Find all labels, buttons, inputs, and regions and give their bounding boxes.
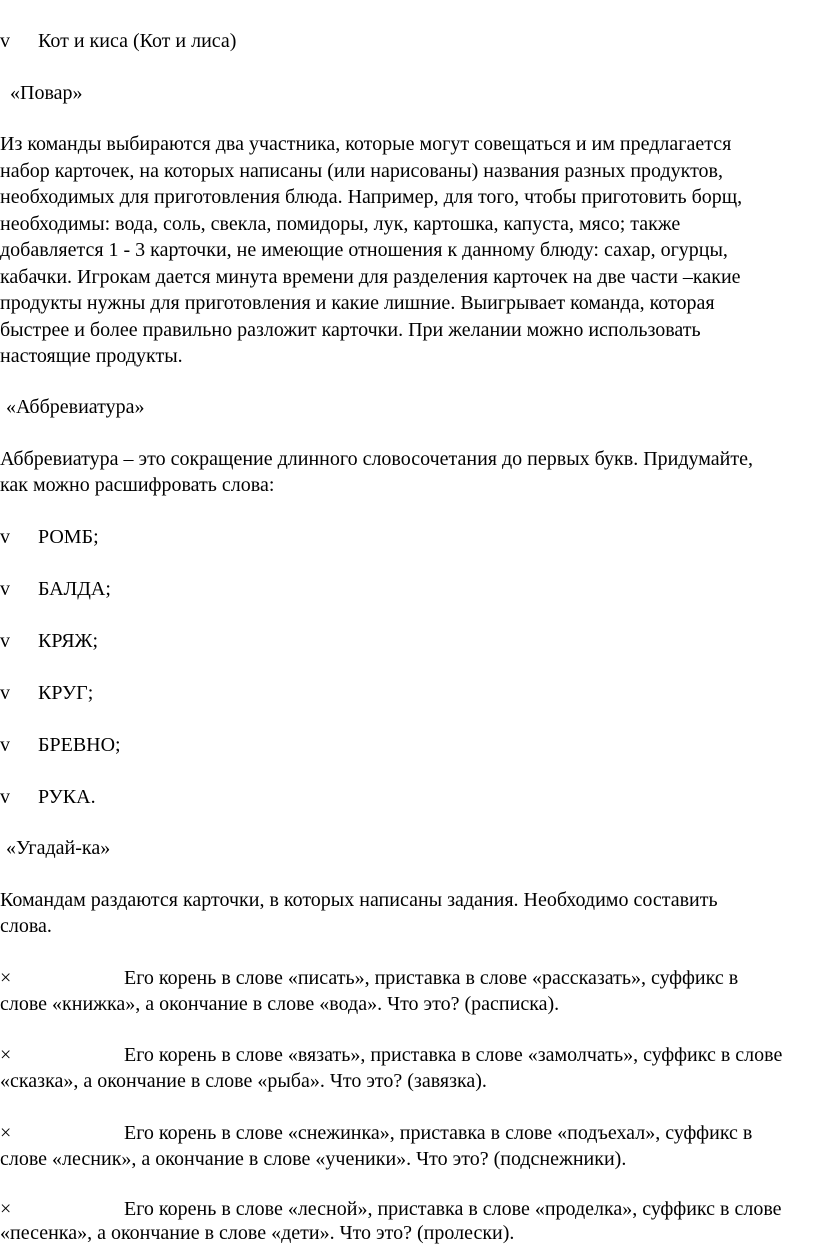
list-item: РОМБ; [38, 526, 99, 548]
list-item: БАЛДА; [38, 578, 111, 600]
paragraph-line: необходимы: вода, соль, свекла, помидоры, лук, картошка, капуста, мясо; также [0, 213, 681, 235]
paragraph-line: Аббревиатура – это сокращение длинного словосочетания до первых букв. Придумайте, [0, 448, 753, 470]
list-item: КРУГ; [38, 682, 94, 704]
task-line: Его корень в слове «лесной», приставка в слове «проделка», суффикс в слове [124, 1198, 782, 1220]
list-bullet-marker: v [0, 526, 10, 548]
list-bullet-marker: v [0, 30, 10, 52]
section-heading-ugadayka: «Угадай-ка» [6, 837, 111, 859]
paragraph-line: слова. [0, 915, 52, 937]
paragraph-line: Из команды выбираются два участника, которые могут совещаться и им предлагается [0, 133, 732, 155]
task-line: слове «лесник», а окончание в слове «ученики». Что это? (подснежники). [0, 1148, 627, 1170]
task-marker: × [0, 1198, 12, 1220]
paragraph-line: добавляется 1 - 3 карточки, не имеющие отношения к данному блюду: сахар, огурцы, [0, 239, 728, 261]
list-bullet-marker: v [0, 786, 10, 808]
paragraph-line: как можно расшифровать слова: [0, 474, 275, 496]
list-bullet-marker: v [0, 682, 10, 704]
paragraph-line: набор карточек, на которых написаны (или нарисованы) названия разных продуктов, [0, 160, 723, 182]
task-line: слове «книжка», а окончание в слове «вода». Что это? (расписка). [0, 993, 560, 1015]
paragraph-line: продукты нужны для приготовления и какие лишние. Выигрывает команда, которая [0, 292, 715, 314]
list-bullet-marker: v [0, 578, 10, 600]
paragraph-line: настоящие продукты. [0, 345, 183, 367]
task-line: Его корень в слове «снежинка», приставка в слове «подъехал», суффикс в [124, 1122, 753, 1144]
paragraph-line: Командам раздаются карточки, в которых написаны задания. Необходимо составить [0, 889, 718, 911]
task-line: Его корень в слове «вязать», приставка в слове «замолчать», суффикс в слове [124, 1044, 783, 1066]
section-heading-povar: «Повар» [10, 82, 83, 104]
list-bullet-marker: v [0, 734, 10, 756]
list-item: РУКА. [38, 786, 96, 808]
list-item: КРЯЖ; [38, 630, 99, 652]
list-item: БРЕВНО; [38, 734, 121, 756]
task-line: Его корень в слове «писать», приставка в слове «рассказать», суффикс в [124, 967, 739, 989]
task-line: «сказка», а окончание в слове «рыба». Что это? (завязка). [0, 1070, 487, 1092]
paragraph-line: необходимых для приготовления блюда. Например, для того, чтобы приготовить борщ, [0, 186, 743, 208]
task-marker: × [0, 1122, 12, 1144]
task-marker: × [0, 1044, 12, 1066]
intro-item-text: Кот и киса (Кот и лиса) [38, 30, 237, 52]
task-marker: × [0, 967, 12, 989]
section-heading-abbreviatura: «Аббревиатура» [6, 396, 145, 418]
paragraph-line: быстрее и более правильно разложит карточки. При желании можно использовать [0, 319, 701, 341]
list-bullet-marker: v [0, 630, 10, 652]
paragraph-line: кабачки. Игрокам дается минута времени для разделения карточек на две части –какие [0, 266, 741, 288]
task-line: «песенка», а окончание в слове «дети». Что это? (пролески). [0, 1222, 515, 1244]
